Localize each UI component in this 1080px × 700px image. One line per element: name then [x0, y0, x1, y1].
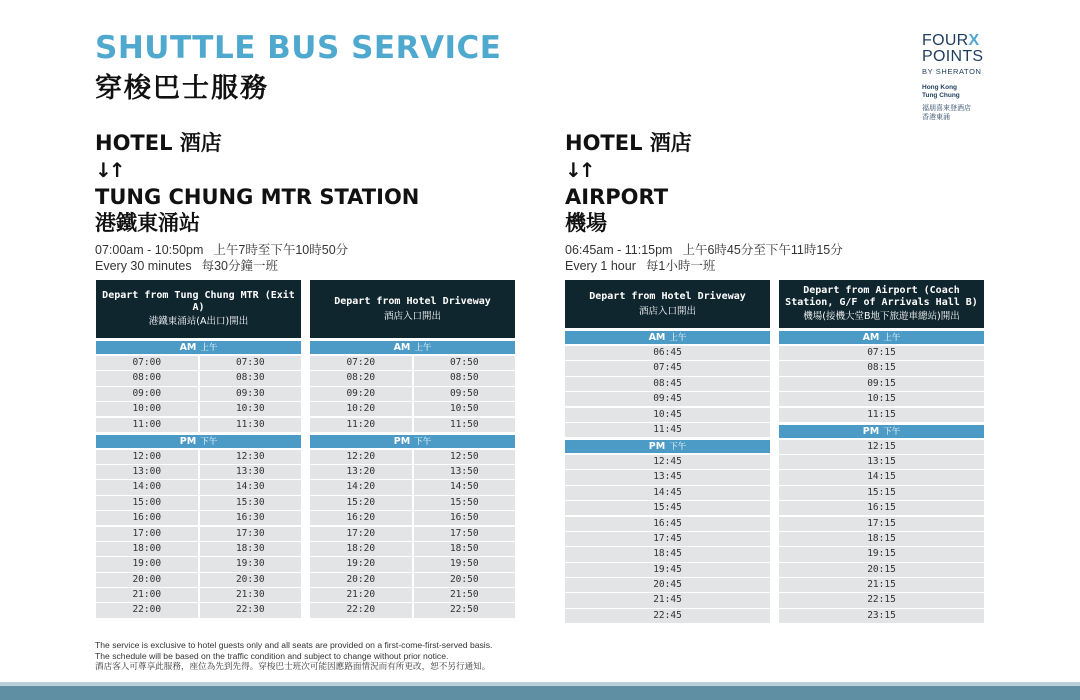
- departure-time-cell: 20:50: [414, 573, 516, 587]
- departure-time-cell: 18:20: [310, 542, 412, 556]
- departure-time-cell: 08:50: [414, 371, 516, 385]
- departure-time-cell: 13:50: [414, 465, 516, 479]
- logo-word-points: POINTS: [922, 48, 984, 65]
- departure-time-cell: 19:45: [565, 563, 770, 577]
- logo-byline: BY SHERATON: [922, 67, 982, 76]
- departure-time-cell: 09:30: [200, 387, 302, 401]
- pm-label-zh: 下午: [883, 426, 901, 437]
- pm-label: PM: [648, 441, 666, 453]
- departure-time-cell: 22:45: [565, 609, 770, 623]
- departure-time-cell: 10:15: [779, 392, 984, 406]
- departure-time-cell: 13:00: [96, 465, 198, 479]
- departure-time-cell: 10:50: [414, 402, 516, 416]
- departure-time-cell: 07:15: [779, 346, 984, 360]
- footer-line: The service is exclusive to hotel guests only and all seats are provided on a first-come-first-served basis.: [95, 640, 493, 650]
- departure-time-cell: 16:45: [565, 517, 770, 531]
- departure-time-cell: 14:45: [565, 486, 770, 500]
- departure-time-cell: 16:30: [200, 511, 302, 525]
- departure-time-cell: 10:20: [310, 402, 412, 416]
- departure-time-cell: 14:30: [200, 480, 302, 494]
- departure-time-cell: 08:30: [200, 371, 302, 385]
- departure-time-cell: 11:45: [565, 423, 770, 437]
- am-label: AM: [862, 332, 880, 343]
- departure-time-cell: 08:20: [310, 371, 412, 385]
- route-destination: AIRPORT: [565, 185, 669, 209]
- departure-time-cell: 16:15: [779, 501, 984, 515]
- departure-time-cell: 15:00: [96, 496, 198, 510]
- am-section-bar: [310, 341, 515, 354]
- departure-time-cell: 19:15: [779, 547, 984, 561]
- departure-time-cell: 22:30: [200, 603, 302, 617]
- pm-label-zh: 下午: [669, 442, 687, 453]
- footer-line: 酒店客人可尊享此服務，座位為先到先得。穿梭巴士班次可能因應路面情況而有所更改，恕不另行通知。: [95, 661, 491, 672]
- timetable-mtr-departures: [96, 280, 301, 618]
- service-hours-zh: 上午7時至下午10時50分: [213, 243, 349, 257]
- departure-time-cell: 09:45: [565, 392, 770, 406]
- service-frequency: Every 1 hour: [565, 259, 636, 273]
- departure-time-cell: 16:00: [96, 511, 198, 525]
- route-mtr-heading: [95, 130, 419, 274]
- timetable-header: [565, 280, 770, 328]
- departure-time-cell: 15:50: [414, 496, 516, 510]
- route-airport-heading: [565, 130, 843, 274]
- service-frequency-zh: 每30分鐘一班: [201, 259, 278, 273]
- route-origin: HOTEL 酒店: [95, 131, 222, 155]
- departure-time-cell: 21:15: [779, 578, 984, 592]
- logo-district-zh: 香港東涌: [922, 114, 950, 121]
- am-section-bar: [96, 341, 301, 354]
- timetable-header-label: Depart from Tung Chung MTR (Exit A): [102, 290, 295, 313]
- departure-time-cell: 22:20: [310, 603, 412, 617]
- departure-time-cell: 15:30: [200, 496, 302, 510]
- am-label-zh: 上午: [883, 333, 901, 343]
- departure-time-cell: 21:20: [310, 588, 412, 602]
- timetable-header-label-zh: 機場(接機大堂B地下旅遊車總站)開出: [803, 311, 960, 323]
- logo-x-mark: X: [968, 32, 980, 49]
- footer-line: The schedule will be based on the traffic condition and subject to change without prior notice.: [95, 650, 449, 661]
- departure-time-cell: 19:30: [200, 557, 302, 571]
- departure-time-cell: 12:30: [200, 450, 302, 464]
- departure-time-cell: 07:20: [310, 356, 412, 370]
- departure-time-cell: 15:45: [565, 501, 770, 515]
- departure-time-cell: 21:45: [565, 593, 770, 607]
- departure-time-cell: 07:45: [565, 361, 770, 375]
- departure-time-cell: 11:15: [779, 408, 984, 422]
- pm-label: PM: [393, 435, 411, 447]
- departure-time-cell: 17:45: [565, 532, 770, 546]
- departure-time-cell: 08:00: [96, 371, 198, 385]
- pm-times: [96, 450, 301, 618]
- am-label: AM: [179, 342, 197, 353]
- route-destination-zh: 機場: [565, 211, 607, 235]
- departure-time-cell: 17:30: [200, 527, 302, 541]
- departure-time-cell: 16:50: [414, 511, 516, 525]
- departure-time-cell: 12:00: [96, 450, 198, 464]
- departure-time-cell: 13:15: [779, 455, 984, 469]
- departure-time-cell: 18:15: [779, 532, 984, 546]
- departure-time-cell: 12:50: [414, 450, 516, 464]
- pm-section-bar: [779, 425, 984, 438]
- four-points-logo: [922, 33, 1002, 122]
- pm-label: PM: [862, 425, 880, 437]
- am-label: AM: [648, 332, 666, 343]
- two-way-arrows-icon: ↓↑: [95, 158, 123, 182]
- departure-time-cell: 17:00: [96, 527, 198, 541]
- pm-times: [779, 440, 984, 623]
- footer-notice: [95, 640, 492, 672]
- timetable-header-label-zh: 港鐵東涌站(A出口)開出: [148, 316, 249, 328]
- departure-time-cell: 07:00: [96, 356, 198, 370]
- departure-time-cell: 14:15: [779, 470, 984, 484]
- service-hours-zh: 上午6時45分至下午11時15分: [682, 243, 843, 257]
- departure-time-cell: 10:45: [565, 408, 770, 422]
- departure-time-cell: 12:45: [565, 455, 770, 469]
- service-frequency-zh: 每1小時一班: [645, 259, 716, 273]
- logo-word-four: FOUR: [922, 32, 969, 49]
- departure-time-cell: 21:30: [200, 588, 302, 602]
- departure-time-cell: 18:50: [414, 542, 516, 556]
- logo-hotel-name-zh: 福朋喜來登酒店: [922, 105, 971, 112]
- am-label: AM: [393, 342, 411, 353]
- route-destination: TUNG CHUNG MTR STATION: [95, 185, 420, 209]
- departure-time-cell: 06:45: [565, 346, 770, 360]
- departure-time-cell: 07:50: [414, 356, 516, 370]
- departure-time-cell: 13:20: [310, 465, 412, 479]
- departure-time-cell: 09:00: [96, 387, 198, 401]
- am-times: [96, 356, 301, 432]
- departure-time-cell: 12:15: [779, 440, 984, 454]
- departure-time-cell: 18:30: [200, 542, 302, 556]
- departure-time-cell: 16:20: [310, 511, 412, 525]
- timetable-header: [96, 280, 301, 338]
- pm-section-bar: [96, 435, 301, 448]
- departure-time-cell: 08:45: [565, 377, 770, 391]
- departure-time-cell: 09:50: [414, 387, 516, 401]
- departure-time-cell: 10:30: [200, 402, 302, 416]
- timetable-header: [779, 280, 984, 328]
- service-hours: 06:45am - 11:15pm: [565, 243, 673, 257]
- service-frequency: Every 30 minutes: [95, 259, 192, 273]
- departure-time-cell: 12:20: [310, 450, 412, 464]
- pm-section-bar: [310, 435, 515, 448]
- timetable-header: [310, 280, 515, 338]
- departure-time-cell: 10:00: [96, 402, 198, 416]
- route-destination-zh: 港鐵東涌站: [95, 211, 200, 235]
- departure-time-cell: 08:15: [779, 361, 984, 375]
- departure-time-cell: 20:20: [310, 573, 412, 587]
- departure-time-cell: 21:00: [96, 588, 198, 602]
- timetable-header-label-zh: 酒店入口開出: [638, 305, 696, 317]
- departure-time-cell: 20:00: [96, 573, 198, 587]
- departure-time-cell: 13:30: [200, 465, 302, 479]
- timetable-hotel-to-mtr: [310, 280, 515, 618]
- pm-times: [565, 455, 770, 623]
- am-section-bar: [565, 331, 770, 344]
- departure-time-cell: 11:00: [96, 418, 198, 432]
- am-section-bar: [779, 331, 984, 344]
- departure-time-cell: 09:15: [779, 377, 984, 391]
- departure-time-cell: 19:00: [96, 557, 198, 571]
- am-times: [565, 346, 770, 437]
- departure-time-cell: 11:50: [414, 418, 516, 432]
- departure-time-cell: 21:50: [414, 588, 516, 602]
- timetable-header-label-zh: 酒店入口開出: [383, 310, 441, 322]
- departure-time-cell: 19:50: [414, 557, 516, 571]
- page-title: SHUTTLE BUS SERVICE: [95, 30, 502, 66]
- departure-time-cell: 17:15: [779, 517, 984, 531]
- pm-section-bar: [565, 440, 770, 453]
- timetable-hotel-to-airport: [565, 280, 770, 623]
- departure-time-cell: 17:50: [414, 527, 516, 541]
- departure-time-cell: 07:30: [200, 356, 302, 370]
- am-label-zh: 上午: [669, 333, 687, 343]
- am-times: [779, 346, 984, 422]
- departure-time-cell: 18:45: [565, 547, 770, 561]
- departure-time-cell: 13:45: [565, 470, 770, 484]
- departure-time-cell: 09:20: [310, 387, 412, 401]
- page-title-chinese: 穿梭巴士服務: [95, 73, 269, 104]
- departure-time-cell: 20:45: [565, 578, 770, 592]
- pm-label-zh: 下午: [414, 436, 432, 447]
- departure-time-cell: 23:15: [779, 609, 984, 623]
- am-times: [310, 356, 515, 432]
- logo-district: Tung Chung: [922, 92, 960, 99]
- am-label-zh: 上午: [200, 343, 218, 353]
- timetable-header-label: Depart from Hotel Driveway: [589, 291, 746, 302]
- departure-time-cell: 17:20: [310, 527, 412, 541]
- departure-time-cell: 14:00: [96, 480, 198, 494]
- service-hours: 07:00am - 10:50pm: [95, 243, 204, 257]
- departure-time-cell: 11:30: [200, 418, 302, 432]
- departure-time-cell: 22:15: [779, 593, 984, 607]
- am-label-zh: 上午: [414, 343, 432, 353]
- departure-time-cell: 20:15: [779, 563, 984, 577]
- footer-bar: [0, 686, 1080, 700]
- departure-time-cell: 22:00: [96, 603, 198, 617]
- departure-time-cell: 19:20: [310, 557, 412, 571]
- departure-time-cell: 14:50: [414, 480, 516, 494]
- logo-city: Hong Kong: [922, 84, 958, 91]
- two-way-arrows-icon: ↓↑: [565, 158, 593, 182]
- pm-label-zh: 下午: [200, 436, 218, 447]
- departure-time-cell: 15:15: [779, 486, 984, 500]
- departure-time-cell: 22:50: [414, 603, 516, 617]
- pm-times: [310, 450, 515, 618]
- timetable-airport-to-hotel: [779, 280, 984, 623]
- route-origin: HOTEL 酒店: [565, 131, 692, 155]
- timetable-header-label: Depart from Hotel Driveway: [334, 296, 491, 307]
- departure-time-cell: 11:20: [310, 418, 412, 432]
- departure-time-cell: 20:30: [200, 573, 302, 587]
- departure-time-cell: 18:00: [96, 542, 198, 556]
- departure-time-cell: 14:20: [310, 480, 412, 494]
- departure-time-cell: 15:20: [310, 496, 412, 510]
- timetable-header-label: Depart from Airport (Coach Station, G/F of Arrivals Hall B): [785, 285, 978, 308]
- pm-label: PM: [179, 435, 197, 447]
